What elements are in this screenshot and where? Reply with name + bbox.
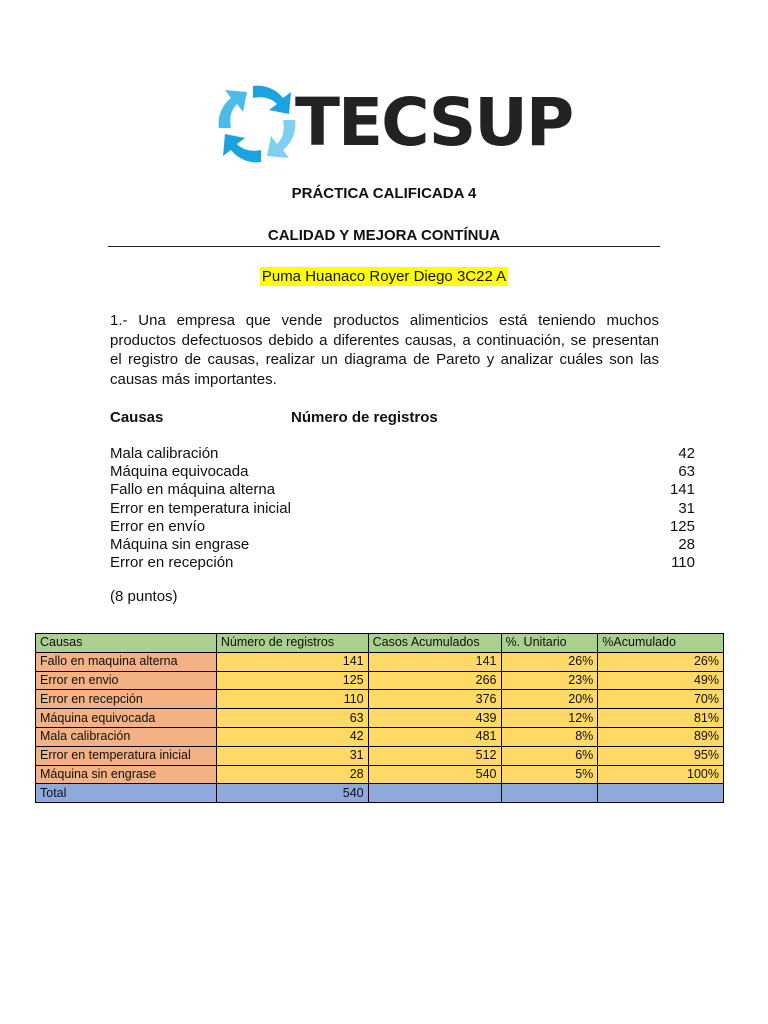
- causes-heading: Causas: [110, 409, 164, 426]
- unit-percent-cell: 12%: [501, 709, 598, 728]
- cumulative-percent-cell: 49%: [598, 671, 724, 690]
- cause-item: [110, 536, 695, 554]
- table-row: [36, 690, 724, 709]
- page-title: PRÁCTICA CALIFICADA 4: [291, 185, 477, 202]
- table-row: [36, 709, 724, 728]
- unit-percent-cell: 8%: [501, 727, 598, 746]
- total-value: 540: [216, 784, 368, 803]
- header-cell: %. Unitario: [501, 634, 598, 653]
- table-header-row: [36, 634, 724, 653]
- table-row: [36, 652, 724, 671]
- header-cell: Causas: [36, 634, 217, 653]
- header-cell: Casos Acumulados: [368, 634, 501, 653]
- empty-cell: [598, 784, 724, 803]
- cumulative-cell: 439: [368, 709, 501, 728]
- cause-count: 125: [669, 517, 695, 535]
- cumulative-cell: 540: [368, 765, 501, 784]
- records-cell: 63: [216, 709, 368, 728]
- cause-item: [110, 518, 695, 536]
- cumulative-cell: 481: [368, 727, 501, 746]
- unit-percent-cell: 20%: [501, 690, 598, 709]
- page-subtitle: CALIDAD Y MEJORA CONTÍNUA: [267, 227, 501, 244]
- title-divider: [108, 246, 660, 247]
- cumulative-cell: 266: [368, 671, 501, 690]
- cause-count: 141: [669, 481, 695, 499]
- empty-cell: [368, 784, 501, 803]
- cause-cell: Máquina sin engrase: [36, 765, 217, 784]
- cumulative-percent-cell: 70%: [598, 690, 724, 709]
- cause-item: [110, 500, 695, 518]
- cause-cell: Mala calibración: [36, 727, 217, 746]
- logo-text: TECSUP: [295, 84, 573, 161]
- records-cell: 31: [216, 746, 368, 765]
- cumulative-cell: 141: [368, 652, 501, 671]
- cause-cell: Error en temperatura inicial: [36, 746, 217, 765]
- cause-name: Máquina sin engrase: [110, 535, 250, 553]
- cause-count: 63: [678, 463, 695, 481]
- unit-percent-cell: 26%: [501, 652, 598, 671]
- cause-item: [110, 445, 695, 463]
- cause-item: [110, 463, 695, 481]
- points-label: (8 puntos): [110, 588, 178, 605]
- table-row: [36, 746, 724, 765]
- causes-list: [110, 445, 695, 572]
- empty-cell: [501, 784, 598, 803]
- table-row: [36, 727, 724, 746]
- unit-percent-cell: 6%: [501, 746, 598, 765]
- cause-cell: Máquina equivocada: [36, 709, 217, 728]
- records-cell: 110: [216, 690, 368, 709]
- table-row: [36, 765, 724, 784]
- author-line: [108, 268, 660, 286]
- problem-statement: 1.- Una empresa que vende productos alimenticios está teniendo muchos productos defectuosos debido a diferentes causas, a continuación, se presentan el registro de causas, realizar un diagrama de Pareto y analizar cuáles son las causas más importantes.: [110, 312, 659, 388]
- pareto-table: [35, 633, 724, 803]
- unit-percent-cell: 5%: [501, 765, 598, 784]
- header-cell: %Acumulado: [598, 634, 724, 653]
- cumulative-percent-cell: 26%: [598, 652, 724, 671]
- cause-count: 31: [678, 499, 695, 517]
- records-heading: Número de registros: [291, 409, 438, 426]
- tecsup-arrows-logo-icon: [215, 82, 299, 166]
- cause-count: 110: [671, 554, 695, 572]
- cause-item: [110, 481, 695, 499]
- records-cell: 125: [216, 671, 368, 690]
- cumulative-percent-cell: 89%: [598, 727, 724, 746]
- cause-name: Máquina equivocada: [110, 463, 249, 481]
- unit-percent-cell: 23%: [501, 671, 598, 690]
- cause-name: Error en envío: [110, 517, 206, 535]
- records-cell: 42: [216, 727, 368, 746]
- cause-name: Mala calibración: [110, 445, 219, 462]
- cumulative-percent-cell: 81%: [598, 709, 724, 728]
- cause-name: Error en temperatura inicial: [110, 499, 291, 517]
- cause-name: Error en recepción: [110, 554, 234, 572]
- cause-cell: Error en recepción: [36, 690, 217, 709]
- cause-name: Fallo en máquina alterna: [110, 481, 276, 499]
- cumulative-cell: 376: [368, 690, 501, 709]
- cause-item: [110, 554, 695, 572]
- tecsup-logo: [215, 82, 573, 166]
- cumulative-cell: 512: [368, 746, 501, 765]
- cause-count: 28: [678, 535, 695, 553]
- records-cell: 141: [216, 652, 368, 671]
- author-name: Puma Huanaco Royer Diego 3C22 A: [261, 268, 507, 285]
- cause-cell: Error en envio: [36, 671, 217, 690]
- table-row: [36, 671, 724, 690]
- header-cell: Número de registros: [216, 634, 368, 653]
- cause-count: 42: [678, 445, 695, 462]
- cause-cell: Fallo en maquina alterna: [36, 652, 217, 671]
- total-label: Total: [36, 784, 217, 803]
- table-total-row: [36, 784, 724, 803]
- cumulative-percent-cell: 100%: [598, 765, 724, 784]
- records-cell: 28: [216, 765, 368, 784]
- cumulative-percent-cell: 95%: [598, 746, 724, 765]
